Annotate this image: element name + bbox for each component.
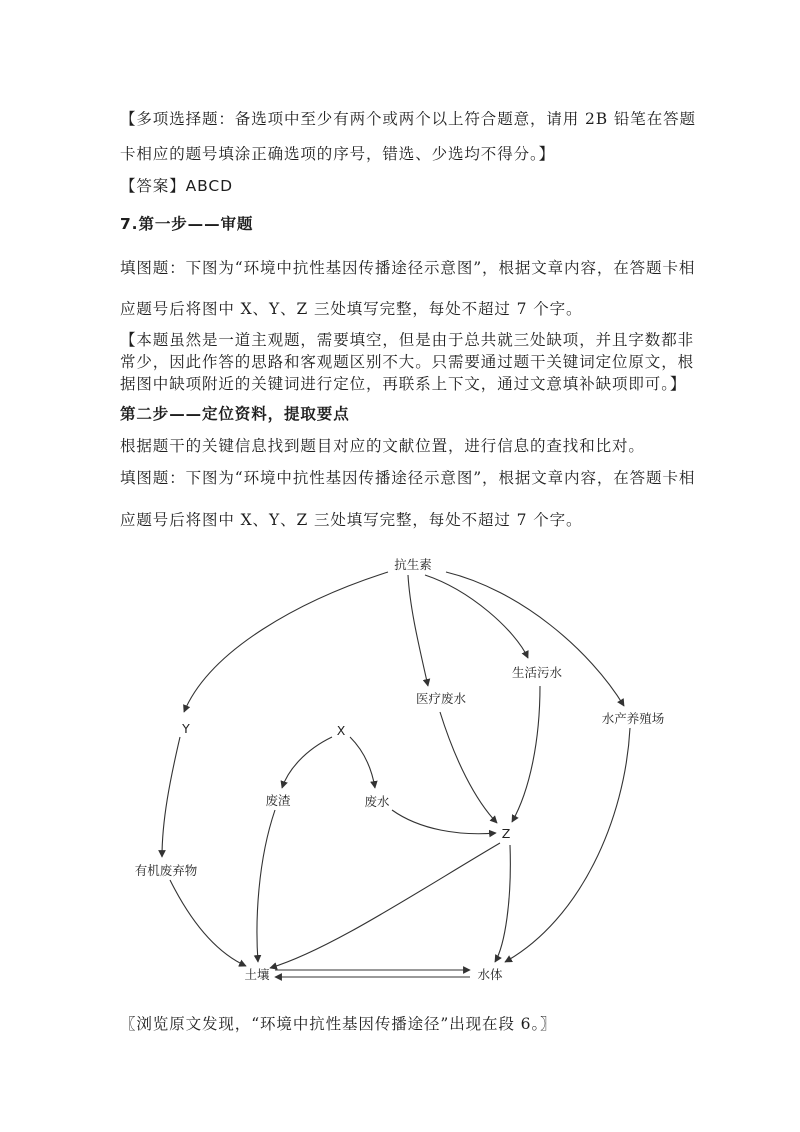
edge-x-to-wastewater <box>350 737 375 788</box>
text-line-2: 卡相应的题号填涂正确选项的序号，错选、少选均不得分。】 <box>120 145 556 163</box>
edge-residue-to-soil <box>257 810 275 962</box>
node-aquaculture: 水产养殖场 <box>601 711 665 726</box>
node-soil: 土壤 <box>244 967 270 982</box>
node-y: Y <box>182 721 190 736</box>
edge-z-to-water <box>495 845 510 962</box>
edge-y-to-organic <box>162 737 180 857</box>
node-wastewater: 废水 <box>364 794 390 809</box>
text-line-8: 常少，因此作答的思路和客观题区别不大。只需要通过题干关键词定位原文，根 <box>120 353 695 371</box>
step-two-heading: 第二步——定位资料，提取要点 <box>120 405 350 423</box>
text-line-6: 应题号后将图中 X、Y、Z 三处填写完整，每处不超过 7 个字。 <box>120 300 583 318</box>
text-line-13: 应题号后将图中 X、Y、Z 三处填写完整，每处不超过 7 个字。 <box>120 511 583 529</box>
edge-wastewater-to-z <box>392 810 496 834</box>
node-waste-residue: 废渣 <box>265 793 291 808</box>
node-domestic-sewage: 生活污水 <box>511 665 563 680</box>
node-organic-waste: 有机废弃物 <box>134 863 198 878</box>
text-line-14: 〖浏览原文发现，“环境中抗性基因传播途径”出现在段 6。〗 <box>120 1015 557 1033</box>
edge-aquaculture-to-water <box>505 728 630 962</box>
edge-antibiotic-to-y <box>184 572 388 712</box>
text-line-11: 根据题干的关键信息找到题目对应的文献位置，进行信息的查找和比对。 <box>120 437 645 455</box>
node-antibiotic: 抗生素 <box>394 557 432 572</box>
node-x: X <box>336 723 346 738</box>
edge-sewage-to-z <box>512 686 540 822</box>
edge-antibiotic-to-sewage <box>425 575 528 658</box>
edge-antibiotic-to-aquaculture <box>446 572 624 706</box>
text-line-9: 据图中缺项附近的关键词进行定位，再联系上下文，通过文意填补缺项即可。】 <box>120 375 687 393</box>
edge-z-to-soil <box>270 843 500 968</box>
node-z: Z <box>501 826 511 841</box>
answer-line: 【答案】ABCD <box>120 177 233 195</box>
node-medical-wastewater: 医疗废水 <box>415 691 467 706</box>
edge-organic-to-soil <box>170 880 246 966</box>
node-water-body: 水体 <box>477 967 503 982</box>
text-line-7: 【本题虽然是一道主观题，需要填空，但是由于总共就三处缺项，并且字数都非 <box>120 331 695 349</box>
text-line-5: 填图题：下图为“环境中抗性基因传播途径示意图”，根据文章内容，在答题卡相 <box>120 259 696 277</box>
edge-antibiotic-to-medical <box>408 575 428 686</box>
edge-medical-to-z <box>440 712 497 823</box>
text-line-1: 【多项选择题：备选项中至少有两个或两个以上符合题意，请用 2B 铅笔在答题 <box>120 110 696 128</box>
edge-x-to-residue <box>282 737 332 788</box>
step-one-heading: 7.第一步——审题 <box>120 215 254 233</box>
propagation-diagram <box>110 548 700 998</box>
text-line-12: 填图题：下图为“环境中抗性基因传播途径示意图”，根据文章内容，在答题卡相 <box>120 469 696 487</box>
